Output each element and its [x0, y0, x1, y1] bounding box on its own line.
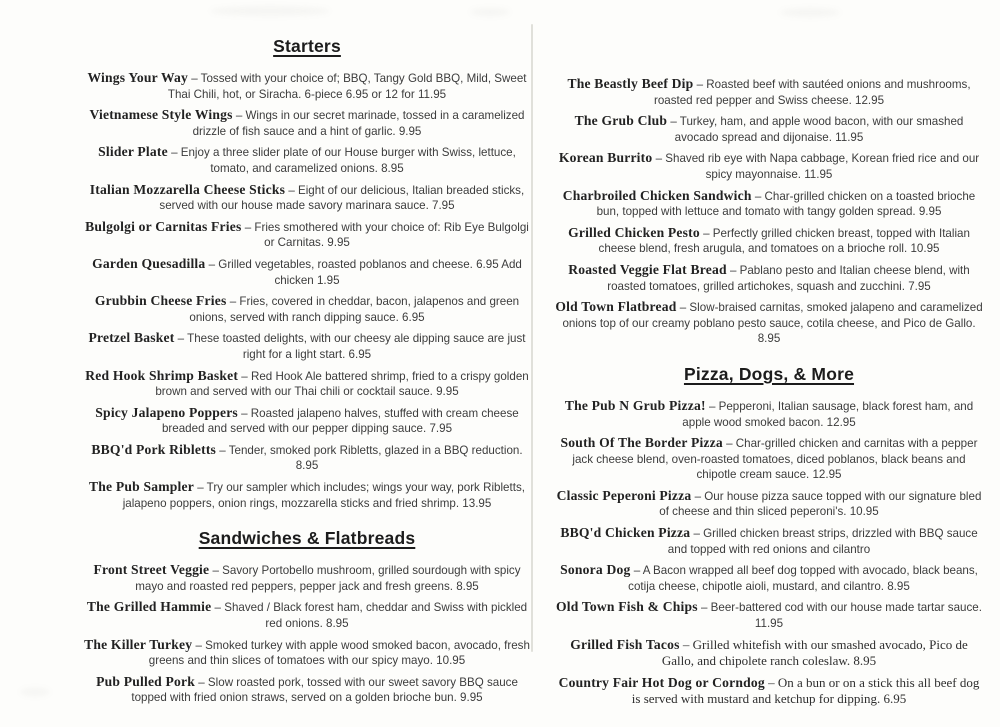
- menu-item-name: Grubbin Cheese Fries: [94, 293, 227, 309]
- menu-item-name: Italian Mozzarella Cheese Sticks: [89, 181, 286, 197]
- menu-item-name: Grilled Chicken Pesto: [568, 224, 700, 240]
- menu-item-description: – A Bacon wrapped all beef dog topped with avocado, black beans, cotija cheese, chipotle aioli, mustard, and cilantro. 8.95: [628, 564, 978, 593]
- menu-item-name: Vietnamese Style Wings: [89, 107, 233, 123]
- menu-item: [554, 113, 984, 145]
- menu-item-description: – Grilled vegetables, roasted poblanos and cheese. 6.95 Add chicken 1.95: [205, 257, 522, 287]
- menu-item-name: Bulgolgi or Carnitas Fries: [85, 218, 242, 234]
- menu-item: [554, 675, 984, 708]
- menu-item-name: Front Street Veggie: [93, 562, 210, 578]
- menu-item: [84, 368, 530, 400]
- menu-item-name: Classic Peperoni Pizza: [556, 487, 692, 503]
- menu-item-description: – These toasted delights, with our cheesy ale dipping sauce are just right for a light start. 6.95: [174, 332, 526, 361]
- section-heading-sandwiches-flatbreads: Sandwiches & Flatbreads: [198, 528, 416, 549]
- menu-item-name: Roasted Veggie Flat Bread: [568, 261, 727, 277]
- menu-item-description: – Tender, smoked pork Ribletts, glazed in a BBQ reduction. 8.95: [216, 443, 523, 473]
- menu-item-description: – Char-grilled chicken and carnitas with a pepper jack cheese blend, oven-roasted tomatoes, diced poblanos, black beans and chipotle cream sauce. 12.95: [572, 437, 978, 482]
- menu-item-name: The Pub N Grub Pizza!: [564, 397, 706, 413]
- menu-item: [84, 674, 530, 706]
- menu-item-name: Sonora Dog: [560, 562, 631, 578]
- menu-item: [84, 256, 530, 288]
- menu-item-description: – Try our sampler which includes; wings your way, pork Ribletts, jalapeno poppers, onion rings, mozzarella sticks and fried shrimp. 13.95: [122, 481, 525, 510]
- menu-item-name: South Of The Border Pizza: [560, 435, 723, 451]
- menu-item-name: BBQ'd Chicken Pizza: [560, 525, 691, 541]
- menu-item-description: – Eight of our delicious, Italian breaded sticks, served with our house made savory marinara sauce. 7.95: [159, 183, 525, 213]
- menu-item: [84, 293, 530, 325]
- section-pizza-dogs-more: [554, 364, 984, 708]
- menu-item-description: – Shaved rib eye with Napa cabbage, Korean fried rice and our spicy mayonnaise. 11.95: [652, 152, 980, 181]
- mains-items: [554, 76, 984, 347]
- menu-item-description: – Grilled chicken breast strips, drizzled with BBQ sauce and topped with red onions and cilantro: [667, 527, 978, 556]
- menu-item-name: Red Hook Shrimp Basket: [85, 367, 239, 383]
- menu-column-right: [554, 36, 984, 713]
- menu-item: [84, 70, 530, 102]
- menu-item: [554, 637, 984, 670]
- menu-item-name: Wings Your Way: [87, 70, 188, 85]
- menu-item-description: – Slow roasted pork, tossed with our sweet savory BBQ sauce topped with fried onion straws, served on a golden brioche bun. 9.95: [131, 675, 518, 705]
- menu-item: [84, 330, 530, 362]
- section-heading-starters: Starters: [273, 36, 341, 56]
- menu-item-description: – Perfectly grilled chicken breast, topped with Italian cheese blend, fresh arugula, and tomatoes on a brioche roll. 10.95: [598, 226, 970, 256]
- menu-item-description: – Slow-braised carnitas, smoked jalapeno and caramelized onions top of our creamy poblano pesto sauce, cotila cheese, and Pico de Gallo. 8.95: [562, 301, 983, 346]
- menu-item-description: – Red Hook Ale battered shrimp, fried to a crispy golden brown and served with our Thai chili or cocktail sauce. 9.95: [155, 369, 529, 399]
- menu-item-description: – On a bun or on a stick this all beef dog is served with mustard and ketchup for dipping. 6.95: [631, 674, 980, 707]
- menu-item-name: Spicy Jalapeno Poppers: [95, 404, 238, 420]
- menu-item-description: – Roasted beef with sautéed onions and mushrooms, roasted red pepper and Swiss cheese. 12.95: [653, 78, 971, 107]
- menu-item-name: The Grilled Hammie: [86, 599, 212, 615]
- menu-item: [84, 479, 530, 511]
- menu-item: [554, 150, 984, 182]
- menu-item-name: The Beastly Beef Dip: [567, 76, 694, 91]
- section-mains-continued: [554, 76, 984, 347]
- menu-item: [84, 182, 530, 214]
- sandwiches-items: [84, 562, 530, 706]
- menu-item-description: – Grilled whitefish with our smashed avocado, Pico de Gallo, and chipolete ranch coleslaw. 8.95: [661, 636, 968, 669]
- menu-item: [554, 225, 984, 257]
- menu-item: [554, 562, 984, 594]
- menu-item: [554, 398, 984, 430]
- menu-item-description: – Enjoy a three slider plate of our House burger with Swiss, lettuce, tomato, and caramelized onions. 8.95: [167, 146, 516, 175]
- menu-item-description: – Pepperoni, Italian sausage, black forest ham, and apple wood smoked bacon. 12.95: [682, 399, 974, 429]
- menu-item: [554, 435, 984, 483]
- menu-item-name: Pub Pulled Pork: [96, 673, 196, 689]
- menu-item: [554, 299, 984, 347]
- starters-items: [84, 70, 530, 511]
- menu-column-left: [84, 36, 530, 713]
- menu-item: [84, 107, 530, 139]
- menu-item-description: – Our house pizza sauce topped with our signature bled of cheese and thin sliced peperoni's. 10.95: [659, 489, 982, 519]
- section-heading-pizza-dogs-more: Pizza, Dogs, & More: [683, 363, 855, 384]
- menu-item-description: – Char-grilled chicken on a toasted brioche bun, topped with lettuce and tomato with tangy golden spread. 9.95: [596, 189, 976, 219]
- menu-item: [84, 599, 530, 631]
- menu-item-name: The Grub Club: [574, 113, 668, 129]
- menu-item: [84, 637, 530, 669]
- menu-item: [84, 562, 530, 594]
- menu-item-name: Slider Plate: [98, 144, 168, 160]
- menu-item-name: Grilled Fish Tacos: [570, 636, 680, 652]
- menu-item-description: – Savory Portobello mushroom, grilled sourdough with spicy mayo and roasted red peppers, pepper jack and fresh greens. 8.95: [135, 564, 521, 593]
- menu-item-description: – Wings in our secret marinade, tossed in a caramelized drizzle of fish sauce and a hint of garlic. 9.95: [192, 109, 525, 138]
- menu-item-name: The Killer Turkey: [84, 636, 193, 652]
- menu-item-description: – Shaved / Black forest ham, cheddar and Swiss with pickled red onions. 8.95: [211, 601, 528, 631]
- menu-item-name: Old Town Fish & Chips: [556, 599, 698, 615]
- menu-item-description: – Beer-battered cod with our house made tartar sauce. 11.95: [697, 601, 982, 631]
- menu-item-description: – Turkey, ham, and apple wood bacon, with our smashed avocado spread and dijonaise. 11.95: [667, 115, 964, 144]
- menu-item: [554, 76, 984, 108]
- menu-item-description: – Tossed with your choice of; BBQ, Tangy Gold BBQ, Mild, Sweet Thai Chili, hot, or Siracha. 6-piece 6.95 or 12 for 11.95: [167, 72, 527, 101]
- menu-item-name: The Pub Sampler: [89, 479, 194, 495]
- menu-item: [554, 599, 984, 631]
- pizza-dogs-more-items: [554, 398, 984, 708]
- menu-item-description: – Smoked turkey with apple wood smoked bacon, avocado, fresh greens and thin slices of tomatoes with our spicy mayo. 10.95: [148, 638, 530, 668]
- menu-item-description: – Pablano pesto and Italian cheese blend, with roasted tomatoes, grilled artichokes, squash and zucchini. 7.95: [607, 263, 970, 293]
- menu-item: [84, 144, 530, 176]
- menu-item: [84, 219, 530, 251]
- menu-item-name: Garden Quesadilla: [92, 255, 206, 271]
- menu-item: [84, 405, 530, 437]
- menu-item-description: – Roasted jalapeno halves, stuffed with cream cheese breaded and served with our pepper dipping sauce. 7.95: [161, 406, 519, 436]
- section-sandwiches-flatbreads: [84, 528, 530, 706]
- menu-item-name: Korean Burrito: [558, 150, 653, 166]
- menu-item: [84, 442, 530, 474]
- menu-item-name: Country Fair Hot Dog or Corndog: [558, 674, 765, 690]
- menu-item-name: BBQ'd Pork Ribletts: [91, 441, 217, 457]
- menu-item: [554, 488, 984, 520]
- menu-item: [554, 188, 984, 220]
- section-starters: [84, 36, 530, 511]
- menu-item-name: Pretzel Basket: [88, 330, 175, 346]
- menu-item-description: – Fries, covered in cheddar, bacon, jalapenos and green onions, served with ranch dipping sauce. 6.95: [189, 295, 520, 324]
- menu-item-name: Charbroiled Chicken Sandwich: [562, 187, 752, 203]
- menu-item-description: – Fries smothered with your choice of: Rib Eye Bulgolgi or Carnitas. 9.95: [241, 220, 529, 250]
- menu-item: [554, 262, 984, 294]
- menu-item-name: Old Town Flatbread: [555, 299, 677, 315]
- menu-item: [554, 525, 984, 557]
